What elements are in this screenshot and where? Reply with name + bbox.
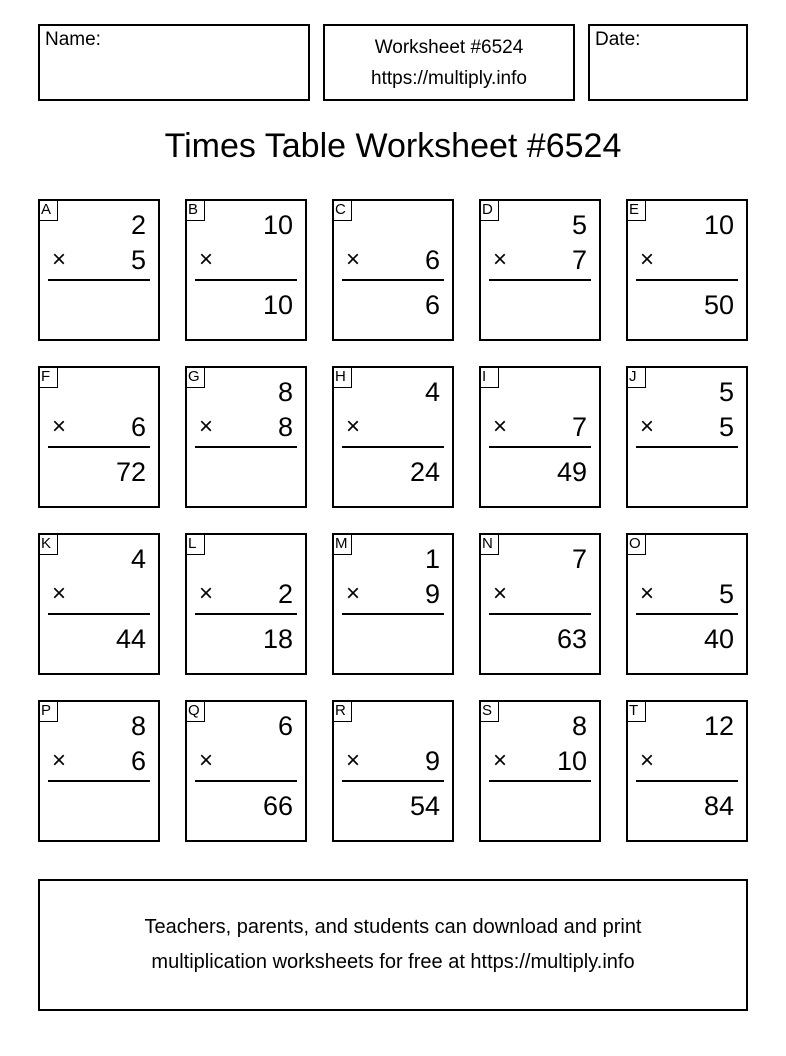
multiplicand[interactable]: 1: [424, 544, 440, 574]
problem-letter: D: [479, 199, 499, 221]
multiplicand[interactable]: 8: [277, 377, 293, 407]
multiplicand[interactable]: 4: [130, 544, 146, 574]
product[interactable]: 10: [262, 290, 293, 320]
worksheet-id: Worksheet #6524: [374, 36, 524, 58]
answer-line: [636, 446, 738, 448]
problem-letter: A: [38, 199, 58, 221]
times-sign: ×: [199, 580, 214, 607]
product[interactable]: 63: [556, 624, 587, 654]
times-sign: ×: [640, 413, 655, 440]
problem-card: [332, 366, 454, 508]
multiplier[interactable]: 7: [571, 412, 587, 442]
times-sign: ×: [493, 413, 508, 440]
product[interactable]: 66: [262, 791, 293, 821]
times-sign: ×: [640, 747, 655, 774]
problem-letter: Q: [185, 700, 205, 722]
product[interactable]: 50: [703, 290, 734, 320]
times-sign: ×: [493, 747, 508, 774]
times-sign: ×: [346, 747, 361, 774]
answer-line: [342, 279, 444, 281]
multiplicand[interactable]: 12: [703, 711, 734, 741]
problem-letter: O: [626, 533, 646, 555]
page-title: Times Table Worksheet #6524: [164, 127, 622, 165]
product[interactable]: 18: [262, 624, 293, 654]
footer-line-2: multiplication worksheets for free at https://multiply.info: [151, 951, 635, 973]
answer-line: [195, 613, 297, 615]
times-sign: ×: [199, 413, 214, 440]
problem-letter: N: [479, 533, 499, 555]
answer-line: [489, 780, 591, 782]
answer-line: [489, 279, 591, 281]
problem-card: [479, 199, 601, 341]
problem-card: [185, 366, 307, 508]
multiplier[interactable]: 5: [718, 412, 734, 442]
product[interactable]: 40: [703, 624, 734, 654]
answer-line: [195, 279, 297, 281]
times-sign: ×: [52, 413, 67, 440]
site-url: https://multiply.info: [371, 67, 527, 89]
worksheet-id-box: [323, 24, 575, 101]
problem-card: [626, 533, 748, 675]
times-sign: ×: [346, 580, 361, 607]
product[interactable]: 84: [703, 791, 734, 821]
multiplier[interactable]: 10: [556, 746, 587, 776]
problem-card: [626, 199, 748, 341]
problem-card: [38, 700, 160, 842]
problem-letter: P: [38, 700, 58, 722]
multiplicand[interactable]: 5: [718, 377, 734, 407]
answer-line: [489, 613, 591, 615]
answer-line: [636, 780, 738, 782]
problem-card: [38, 366, 160, 508]
problem-card: [185, 199, 307, 341]
product[interactable]: 44: [115, 624, 146, 654]
answer-line: [489, 446, 591, 448]
multiplicand[interactable]: 5: [571, 210, 587, 240]
times-sign: ×: [640, 246, 655, 273]
multiplier[interactable]: 9: [424, 746, 440, 776]
answer-line: [48, 446, 150, 448]
multiplier[interactable]: 6: [424, 245, 440, 275]
answer-line: [48, 279, 150, 281]
product[interactable]: 24: [409, 457, 440, 487]
problem-card: [479, 366, 601, 508]
date-label: Date:: [595, 29, 641, 50]
multiplicand[interactable]: 7: [571, 544, 587, 574]
multiplier[interactable]: 2: [277, 579, 293, 609]
answer-line: [48, 613, 150, 615]
date-box[interactable]: [588, 24, 748, 101]
problem-letter: S: [479, 700, 499, 722]
problem-card: [332, 533, 454, 675]
multiplier[interactable]: 6: [130, 746, 146, 776]
footer-note: [38, 879, 748, 1011]
multiplicand[interactable]: 10: [262, 210, 293, 240]
multiplier[interactable]: 6: [130, 412, 146, 442]
problem-card: [38, 199, 160, 341]
problem-letter: M: [332, 533, 352, 555]
multiplier[interactable]: 5: [130, 245, 146, 275]
times-sign: ×: [52, 580, 67, 607]
times-sign: ×: [493, 246, 508, 273]
multiplicand[interactable]: 2: [130, 210, 146, 240]
problem-letter: E: [626, 199, 646, 221]
problem-letter: R: [332, 700, 352, 722]
problem-card: [185, 700, 307, 842]
times-sign: ×: [640, 580, 655, 607]
answer-line: [636, 613, 738, 615]
product[interactable]: 49: [556, 457, 587, 487]
problem-letter: L: [185, 533, 205, 555]
problem-card: [332, 199, 454, 341]
problem-card: [332, 700, 454, 842]
times-sign: ×: [199, 747, 214, 774]
multiplier[interactable]: 5: [718, 579, 734, 609]
answer-line: [636, 279, 738, 281]
answer-line: [195, 780, 297, 782]
multiplier[interactable]: 8: [277, 412, 293, 442]
multiplicand[interactable]: 10: [703, 210, 734, 240]
name-label: Name:: [45, 29, 101, 50]
times-sign: ×: [199, 246, 214, 273]
multiplicand[interactable]: 4: [424, 377, 440, 407]
answer-line: [342, 446, 444, 448]
multiplicand[interactable]: 8: [130, 711, 146, 741]
problem-card: [479, 533, 601, 675]
multiplier[interactable]: 7: [571, 245, 587, 275]
product[interactable]: 72: [115, 457, 146, 487]
problem-card: [626, 366, 748, 508]
multiplicand[interactable]: 6: [277, 711, 293, 741]
problem-letter: I: [479, 366, 499, 388]
footer-line-1: Teachers, parents, and students can download and print: [144, 916, 642, 938]
problem-letter: H: [332, 366, 352, 388]
problem-card: [38, 533, 160, 675]
problem-letter: G: [185, 366, 205, 388]
product[interactable]: 54: [409, 791, 440, 821]
times-sign: ×: [346, 413, 361, 440]
problem-letter: T: [626, 700, 646, 722]
problem-letter: F: [38, 366, 58, 388]
problem-card: [626, 700, 748, 842]
problem-letter: C: [332, 199, 352, 221]
product[interactable]: 6: [424, 290, 440, 320]
times-sign: ×: [52, 747, 67, 774]
multiplier[interactable]: 9: [424, 579, 440, 609]
answer-line: [342, 613, 444, 615]
problem-letter: J: [626, 366, 646, 388]
problem-card: [185, 533, 307, 675]
problem-letter: K: [38, 533, 58, 555]
name-box[interactable]: [38, 24, 310, 101]
problem-card: [479, 700, 601, 842]
times-sign: ×: [346, 246, 361, 273]
times-sign: ×: [52, 246, 67, 273]
answer-line: [342, 780, 444, 782]
times-sign: ×: [493, 580, 508, 607]
answer-line: [195, 446, 297, 448]
answer-line: [48, 780, 150, 782]
problem-letter: B: [185, 199, 205, 221]
multiplicand[interactable]: 8: [571, 711, 587, 741]
